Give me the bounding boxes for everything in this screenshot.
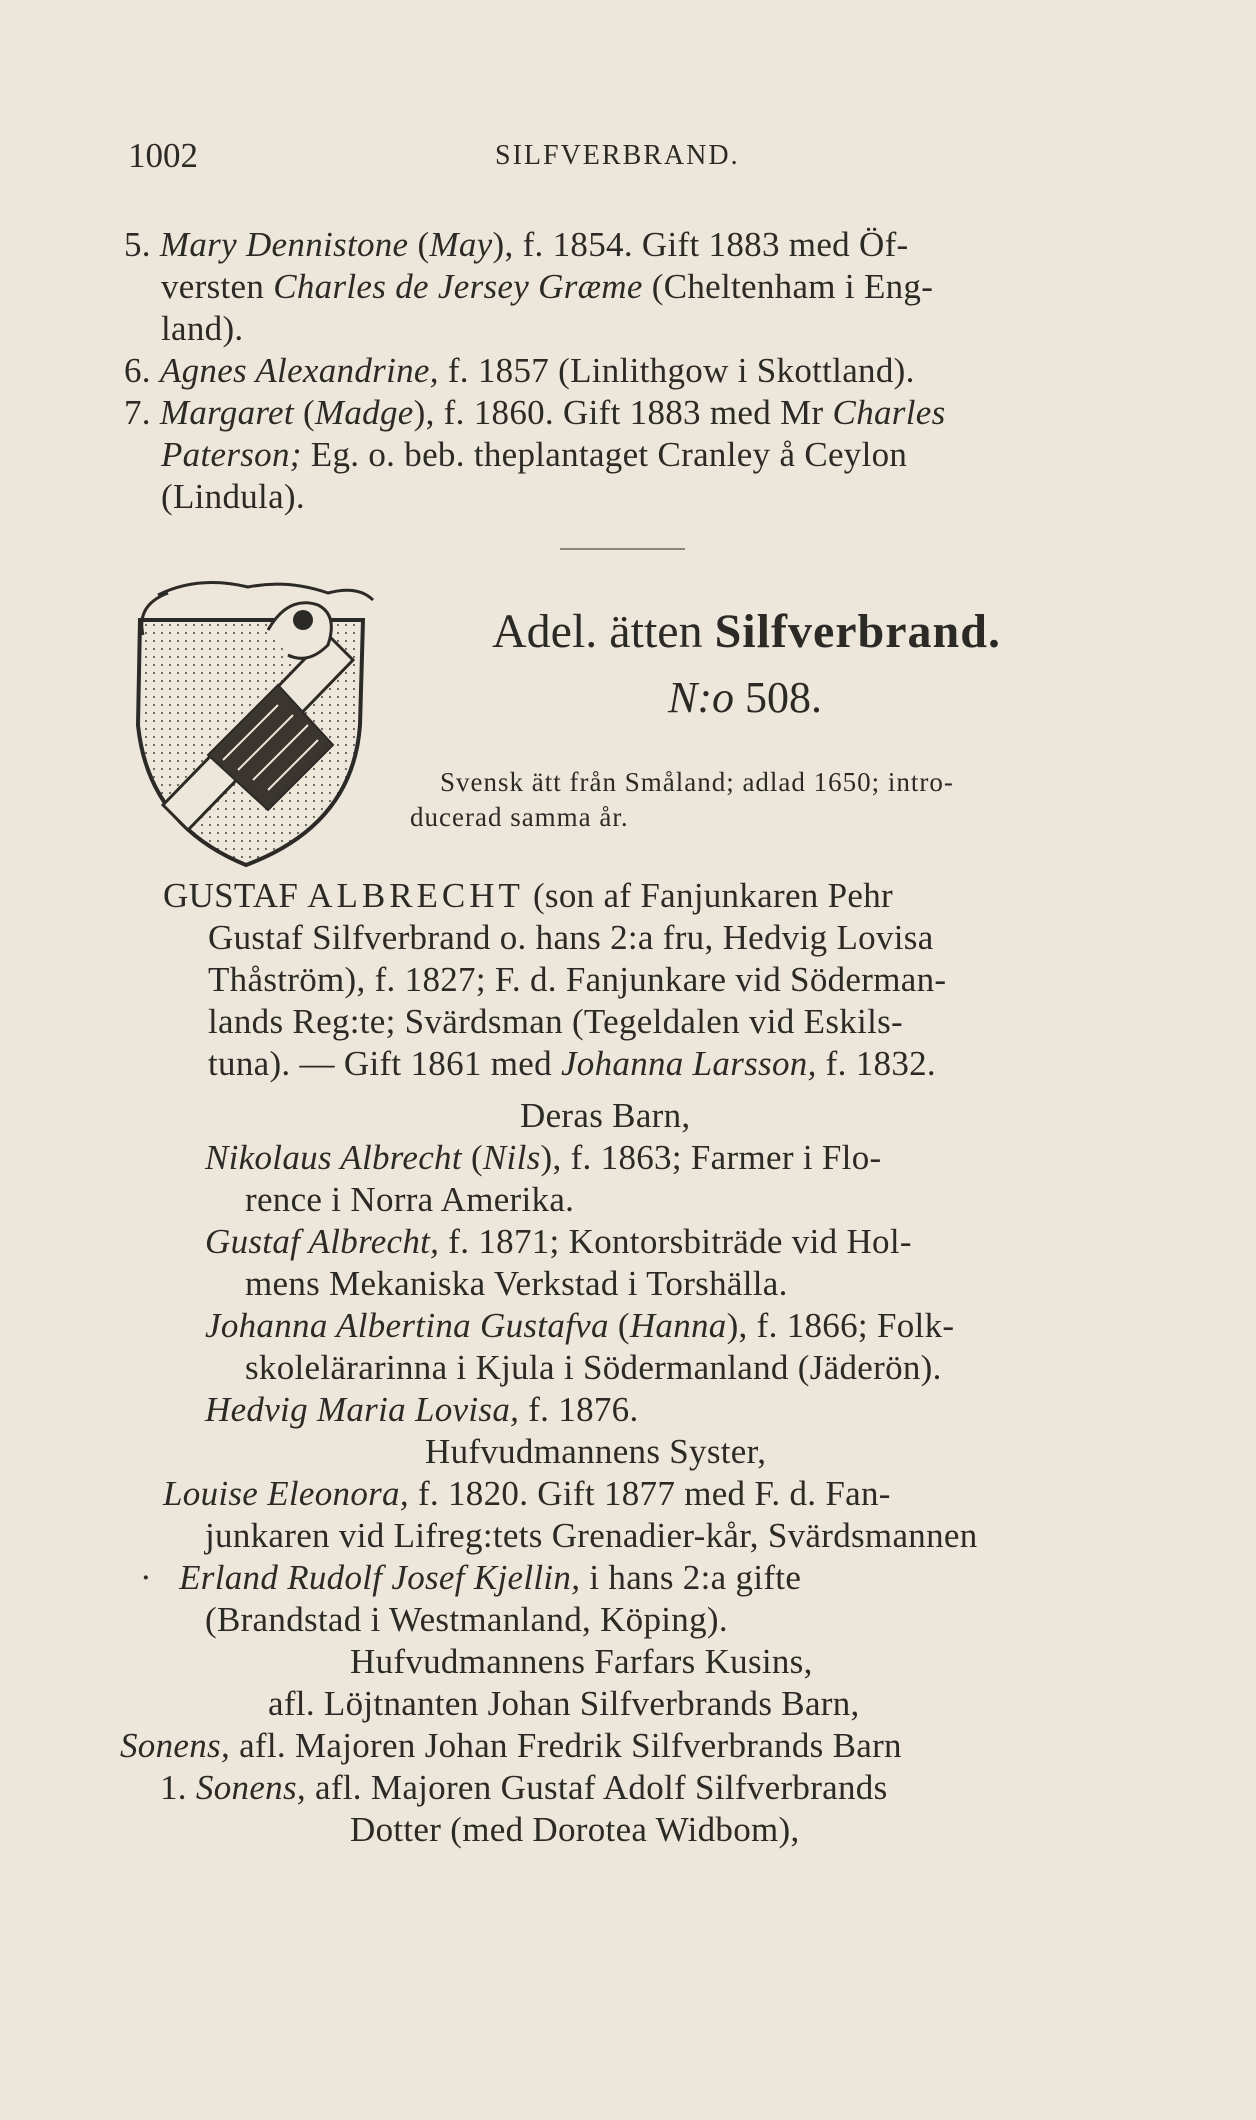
cousins-line-4: Dotter (med Dorotea Widbom), xyxy=(350,1810,800,1849)
head-line-3: Thåström), f. 1827; F. d. Fanjunkare vid Söderman- xyxy=(208,960,947,999)
entry-6: 6. Agnes Alexandrine, f. 1857 (Linlithgow i Skottland). xyxy=(124,351,915,390)
sister-line-4: (Brandstad i Westmanland, Köping). xyxy=(205,1600,728,1639)
child-nikolaus-line-2: rence i Norra Amerika. xyxy=(245,1180,575,1219)
child-gustaf-line-1: Gustaf Albrecht, f. 1871; Kontorsbiträde vid Hol- xyxy=(205,1222,912,1261)
cousins-line-2: Sonens, afl. Majoren Johan Fredrik Silfverbrands Barn xyxy=(120,1726,902,1765)
child-hedvig: Hedvig Maria Lovisa, f. 1876. xyxy=(205,1390,639,1429)
child-gustaf-line-2: mens Mekaniska Verkstad i Torshälla. xyxy=(245,1264,788,1303)
origin-line-2: ducerad samma år. xyxy=(410,802,629,832)
head-line-5: tuna). — Gift 1861 med Johanna Larsson, f. 1832. xyxy=(208,1044,936,1083)
coat-of-arms-icon xyxy=(128,575,378,870)
sister-line-3: · Erland Rudolf Josef Kjellin, i hans 2:a gifte xyxy=(140,1558,802,1597)
running-title: SILFVERBRAND. xyxy=(495,140,740,171)
entry-7-line-3: (Lindula). xyxy=(161,477,305,516)
sister-line-2: junkaren vid Lifreg:tets Grenadier-kår, Svärdsmannen xyxy=(205,1516,978,1555)
entry-7-line-1: 7. Margaret (Madge), f. 1860. Gift 1883 med Mr Charles xyxy=(124,393,946,432)
sister-line-1: Louise Eleonora, f. 1820. Gift 1877 med F. d. Fan- xyxy=(163,1474,891,1513)
entry-5-line-2: versten Charles de Jersey Græme (Cheltenham i Eng- xyxy=(161,267,934,306)
family-number: N:o 508. xyxy=(668,673,822,722)
page-number: 1002 xyxy=(128,136,198,175)
entry-5-line-1: 5. Mary Dennistone (May), f. 1854. Gift 1883 med Öf- xyxy=(124,225,909,264)
head-line-4: lands Reg:te; Svärdsman (Tegeldalen vid Eskils- xyxy=(208,1002,903,1041)
head-line-2: Gustaf Silfverbrand o. hans 2:a fru, Hedvig Lovisa xyxy=(208,918,934,957)
head-line-1: GUSTAF ALBRECHT (son af Fanjunkaren Pehr xyxy=(163,876,893,915)
section-divider xyxy=(560,548,685,550)
entry-7-line-2: Paterson; Eg. o. beb. theplantaget Cranley å Ceylon xyxy=(161,435,908,474)
sister-heading: Hufvudmannens Syster, xyxy=(425,1432,767,1471)
children-heading: Deras Barn, xyxy=(520,1096,691,1135)
child-nikolaus-line-1: Nikolaus Albrecht (Nils), f. 1863; Farmer i Flo- xyxy=(205,1138,882,1177)
child-johanna-line-2: skolelärarinna i Kjula i Södermanland (Jäderön). xyxy=(245,1348,942,1387)
origin-line-1: Svensk ätt från Småland; adlad 1650; intro- xyxy=(440,767,954,797)
child-johanna-line-1: Johanna Albertina Gustafva (Hanna), f. 1866; Folk- xyxy=(205,1306,955,1345)
cousins-line-1: afl. Löjtnanten Johan Silfverbrands Barn, xyxy=(268,1684,860,1723)
family-title: Adel. ätten Silfverbrand. xyxy=(492,605,1001,658)
cousins-line-3: 1. Sonens, afl. Majoren Gustaf Adolf Silfverbrands xyxy=(160,1768,888,1807)
cousins-heading: Hufvudmannens Farfars Kusins, xyxy=(350,1642,813,1681)
entry-5-line-3: land). xyxy=(161,309,244,348)
